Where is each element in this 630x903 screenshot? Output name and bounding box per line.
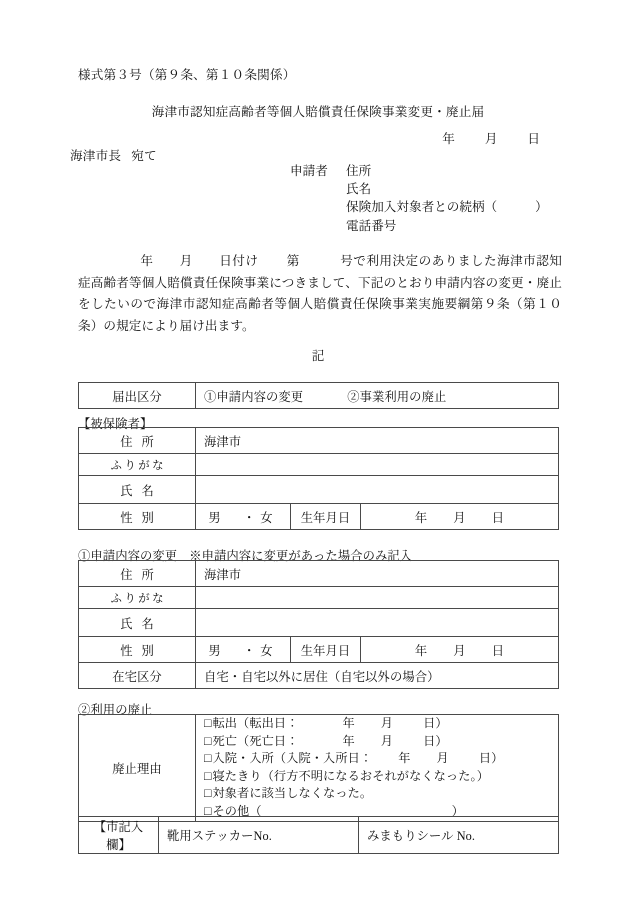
table-row <box>79 504 559 530</box>
date-day-label: 日 <box>527 132 540 146</box>
insured-birth-day: 日 <box>491 510 505 525</box>
change-details-table <box>78 560 559 689</box>
reason-item-bedridden[interactable] <box>204 768 550 786</box>
insured-birth-year: 年 <box>414 510 428 525</box>
option-change[interactable]: ①申請内容の変更 <box>204 389 304 404</box>
insured-furigana-value[interactable] <box>196 454 559 476</box>
change-birth-label: 生年月日 <box>291 637 361 663</box>
body-paragraph <box>78 251 562 337</box>
table-row <box>79 383 559 409</box>
reason-item-death[interactable] <box>204 733 550 751</box>
table-row <box>79 428 559 454</box>
applicant-relation-row <box>290 198 548 216</box>
checkbox-icon[interactable]: □ <box>204 716 212 730</box>
applicant-name-row <box>290 180 548 198</box>
date-month-label: 月 <box>484 132 498 146</box>
change-birth-value[interactable] <box>361 637 559 663</box>
addressee-suffix: 宛て <box>131 149 157 163</box>
body-year: 年 <box>140 254 154 268</box>
form-number: 様式第３号（第９条、第１０条関係） <box>78 68 296 82</box>
applicant-heading: 申請者 <box>290 164 328 178</box>
mimamori-seal-field[interactable]: みまもりシール No. <box>359 817 559 854</box>
residence-options: 自宅・自宅以外に居住（自宅以外の場合 <box>204 669 428 684</box>
change-caption-title: ①申請内容の変更 <box>78 549 178 563</box>
change-furigana-value[interactable] <box>196 587 559 609</box>
notification-type-table <box>78 382 559 409</box>
reason-death-year: 年 <box>342 733 355 748</box>
checkbox-icon[interactable]: □ <box>204 751 212 766</box>
addressee-name: 海津市長 <box>70 149 122 163</box>
insured-address-label: 住所 <box>79 428 196 454</box>
reason-transfer-day: 日） <box>423 716 448 730</box>
body-month: 月 <box>179 254 193 268</box>
change-furigana-label: ふりがな <box>79 587 196 609</box>
change-address-value[interactable]: 海津市 <box>196 561 559 587</box>
residence-close-paren: ） <box>427 669 440 684</box>
applicant-phone-label: 電話番号 <box>346 218 397 233</box>
reason-hospital-month: 月 <box>436 751 449 766</box>
abolish-section-caption: ②利用の廃止 <box>78 703 153 717</box>
body-line4: 条（第１０条）の規定により届け出ます。 <box>78 297 562 333</box>
reason-transfer-text: 転出（転出日： <box>212 716 299 730</box>
insured-furigana-label: ふりがな <box>79 454 196 476</box>
reason-death-text: 死亡（死亡日： <box>212 733 299 748</box>
reason-other-text: その他（ <box>212 803 262 818</box>
table-row <box>79 609 559 637</box>
reason-hospital-day: 日） <box>478 751 504 766</box>
city-use-label: 【市記入欄】 <box>79 817 159 854</box>
abolish-reason-label: 廃止理由 <box>79 715 196 822</box>
change-residence-label: 在宅区分 <box>79 663 196 689</box>
reason-death-day: 日） <box>423 733 448 748</box>
insured-section-caption: 【被保険者】 <box>78 417 153 431</box>
change-gender-value[interactable]: 男 ・女 <box>196 637 291 663</box>
reason-ineligible-text: 対象者に該当しなくなった。 <box>212 786 373 801</box>
body-day-suffix: 日付け <box>218 254 259 268</box>
reason-item-hospitalization[interactable] <box>204 750 550 768</box>
change-address-label: 住所 <box>79 561 196 587</box>
insured-person-table <box>78 427 559 530</box>
change-residence-value[interactable] <box>196 663 559 689</box>
change-gender-label: 性別 <box>79 637 196 663</box>
table-row <box>79 454 559 476</box>
reason-item-ineligible[interactable] <box>204 785 550 803</box>
table-row <box>79 476 559 504</box>
reason-other-close: ） <box>451 803 464 818</box>
table-row <box>79 663 559 689</box>
reason-death-month: 月 <box>380 733 394 748</box>
reason-bedridden-text: 寝たきり（行方不明になるおそれがなくなった。） <box>212 768 489 783</box>
abolish-reason-options <box>196 715 559 822</box>
body-line2: 知症高齢者等個人賠償責任保険事業につきまして、下記のとおり申請内容の変 <box>78 254 562 290</box>
insured-address-value[interactable]: 海津市 <box>196 428 559 454</box>
notification-type-label: 届出区分 <box>79 383 196 409</box>
applicant-name-label: 氏名 <box>346 182 372 197</box>
insured-name-label: 氏名 <box>79 476 196 504</box>
applicant-address-row <box>290 162 548 180</box>
reason-transfer-year: 年 <box>342 716 355 730</box>
insured-birth-label: 生年月日 <box>291 504 361 530</box>
document-title: 海津市認知症高齢者等個人賠償責任保険事業変更・廃止届 <box>151 105 485 119</box>
checkbox-icon[interactable]: □ <box>204 733 212 748</box>
ki-marker: 記 <box>311 349 325 363</box>
applicant-relation-close: ） <box>535 200 548 215</box>
applicant-address-label: 住所 <box>346 164 372 178</box>
change-birth-day: 日 <box>491 643 505 658</box>
addressee-line <box>70 145 157 164</box>
checkbox-icon[interactable]: □ <box>204 803 212 818</box>
change-birth-year: 年 <box>414 643 428 658</box>
reason-hospital-year: 年 <box>398 751 411 766</box>
insured-gender-label: 性別 <box>79 504 196 530</box>
change-birth-month: 月 <box>453 643 466 658</box>
change-name-label: 氏名 <box>79 609 196 637</box>
body-number-suffix: 号で利用決定のありました海津市認 <box>339 254 550 268</box>
reason-hospital-text: 入院・入所（入院・入所日： <box>212 751 373 766</box>
body-line3: 更・廃止をしたいので海津市認知症高齢者等個人賠償責任保険事業実施要綱第９ <box>78 275 562 311</box>
applicant-block <box>290 162 548 235</box>
insured-gender-value[interactable]: 男 ・女 <box>196 504 291 530</box>
reason-item-transfer[interactable] <box>204 715 550 733</box>
applicant-phone-row <box>290 217 548 235</box>
insured-name-value[interactable] <box>196 476 559 504</box>
table-row <box>79 715 559 822</box>
table-row <box>79 587 559 609</box>
checkbox-icon[interactable]: □ <box>204 768 212 783</box>
abolish-reason-table <box>78 714 559 822</box>
reason-transfer-month: 月 <box>380 716 394 730</box>
table-row <box>79 561 559 587</box>
checkbox-icon[interactable]: □ <box>204 786 212 801</box>
body-number-prefix: 第 <box>286 254 300 268</box>
change-name-value[interactable] <box>196 609 559 637</box>
change-caption-note: ※申請内容に変更があった場合のみ記入 <box>189 549 413 563</box>
table-row <box>79 817 559 854</box>
table-row <box>79 637 559 663</box>
city-use-table <box>78 816 559 854</box>
insured-birth-month: 月 <box>453 510 466 525</box>
insured-birth-value[interactable] <box>361 504 559 530</box>
date-year-label: 年 <box>442 132 455 146</box>
shoe-sticker-field[interactable]: 靴用ステッカーNo. <box>159 817 359 854</box>
applicant-relation-label: 保険加入対象者との続柄（ <box>346 200 498 215</box>
option-abolish[interactable]: ②事業利用の廃止 <box>347 389 447 404</box>
notification-type-options <box>196 383 559 409</box>
